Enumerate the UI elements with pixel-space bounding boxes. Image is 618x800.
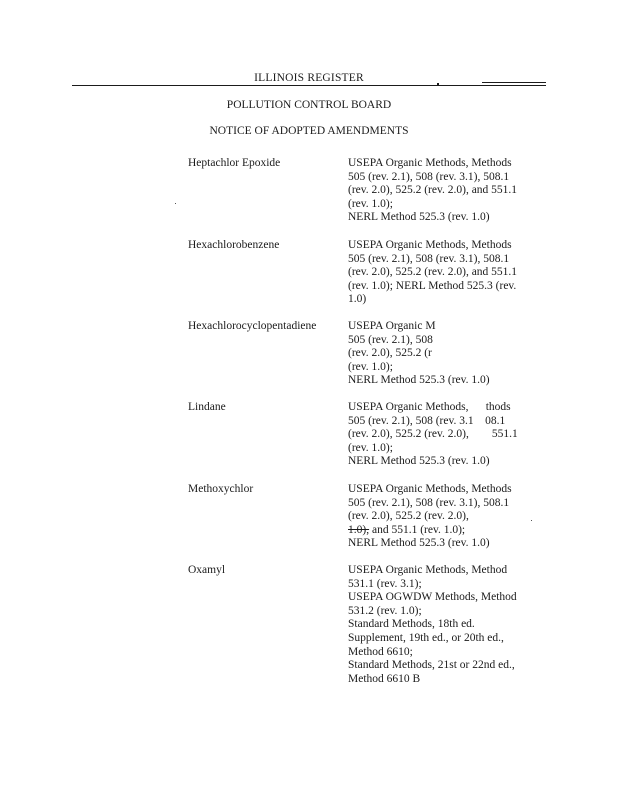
- method-line: and 551.1 (rev. 1.0);: [371, 523, 466, 536]
- method-line: 1.0): [348, 293, 367, 306]
- method-line: 505 (rev. 2.1), 508 (rev. 3.1), 508.1: [348, 496, 510, 509]
- method-line: NERL Method 525.3 (rev. 1.0): [348, 455, 490, 468]
- method-list: [348, 157, 543, 225]
- method-line: Standard Methods, 21st or 22nd ed.,: [348, 659, 515, 672]
- board-title: POLLUTION CONTROL BOARD: [226, 99, 392, 111]
- method-line: (rev. 2.0), 525.2 (rev. 2.0),: [348, 510, 469, 523]
- notice-title: NOTICE OF ADOPTED AMENDMENTS: [209, 125, 409, 137]
- method-line: USEPA Organic Methods, thods: [348, 401, 511, 413]
- method-line: (rev. 1.0);: [348, 360, 393, 373]
- contaminant-name: Oxamyl: [188, 564, 226, 576]
- method-line: 505 (rev. 2.1), 508: [348, 333, 433, 346]
- method-list: [348, 483, 543, 551]
- contaminant-name: Methoxychlor: [188, 483, 254, 495]
- contaminant-name: Lindane: [188, 401, 226, 413]
- method-list: [348, 564, 543, 686]
- header-rule: [72, 85, 546, 86]
- method-line: USEPA Organic Methods, Methods: [348, 239, 512, 251]
- method-line: 531.2 (rev. 1.0);: [348, 604, 422, 617]
- method-line: 505 (rev. 2.1), 508 (rev. 3.1), 508.1: [348, 252, 510, 265]
- method-line-with-deletion: [348, 524, 543, 538]
- method-line: (rev. 2.0), 525.2 (r: [348, 347, 432, 360]
- method-line: NERL Method 525.3 (rev. 1.0): [348, 211, 490, 224]
- method-list: [348, 401, 543, 469]
- method-line: Method 6610 B: [348, 672, 421, 685]
- method-list: [348, 320, 543, 388]
- struck-text: 1.0),: [348, 523, 370, 536]
- method-line: USEPA Organic Methods, Methods: [348, 157, 512, 169]
- method-line: (rev. 2.0), 525.2 (rev. 2.0), and 551.1: [348, 184, 518, 197]
- method-line: 505 (rev. 2.1), 508 (rev. 3.1 08.1: [348, 414, 506, 427]
- contaminant-name: Heptachlor Epoxide: [188, 157, 281, 169]
- method-line: (rev. 1.0); NERL Method 525.3 (rev.: [348, 279, 517, 292]
- scan-speck: [531, 520, 532, 521]
- register-title: ILLINOIS REGISTER: [254, 72, 364, 84]
- method-line: USEPA Organic M: [348, 320, 436, 332]
- method-line: Standard Methods, 18th ed.: [348, 618, 475, 631]
- method-line: (rev. 2.0), 525.2 (rev. 2.0), and 551.1: [348, 266, 518, 279]
- method-line: (rev. 1.0);: [348, 197, 393, 210]
- method-list: [348, 239, 543, 307]
- contaminant-name: Hexachlorobenzene: [188, 239, 280, 251]
- method-line: USEPA OGWDW Methods, Method: [348, 591, 517, 604]
- method-line: USEPA Organic Methods, Method: [348, 564, 508, 576]
- method-line: (rev. 1.0);: [348, 441, 393, 454]
- method-line: 531.1 (rev. 3.1);: [348, 577, 422, 590]
- method-line: NERL Method 525.3 (rev. 1.0): [348, 537, 490, 550]
- method-line: USEPA Organic Methods, Methods: [348, 483, 512, 495]
- method-line: (rev. 2.0), 525.2 (rev. 2.0), 551.1: [348, 428, 518, 441]
- method-line: Supplement, 19th ed., or 20th ed.,: [348, 631, 504, 644]
- scan-speck: [175, 203, 176, 204]
- header-rule-segment: [482, 82, 546, 83]
- method-line: NERL Method 525.3 (rev. 1.0): [348, 374, 490, 387]
- contaminant-name: Hexachlorocyclopentadiene: [188, 320, 317, 332]
- method-line: 505 (rev. 2.1), 508 (rev. 3.1), 508.1: [348, 170, 510, 183]
- method-line: Method 6610;: [348, 645, 413, 658]
